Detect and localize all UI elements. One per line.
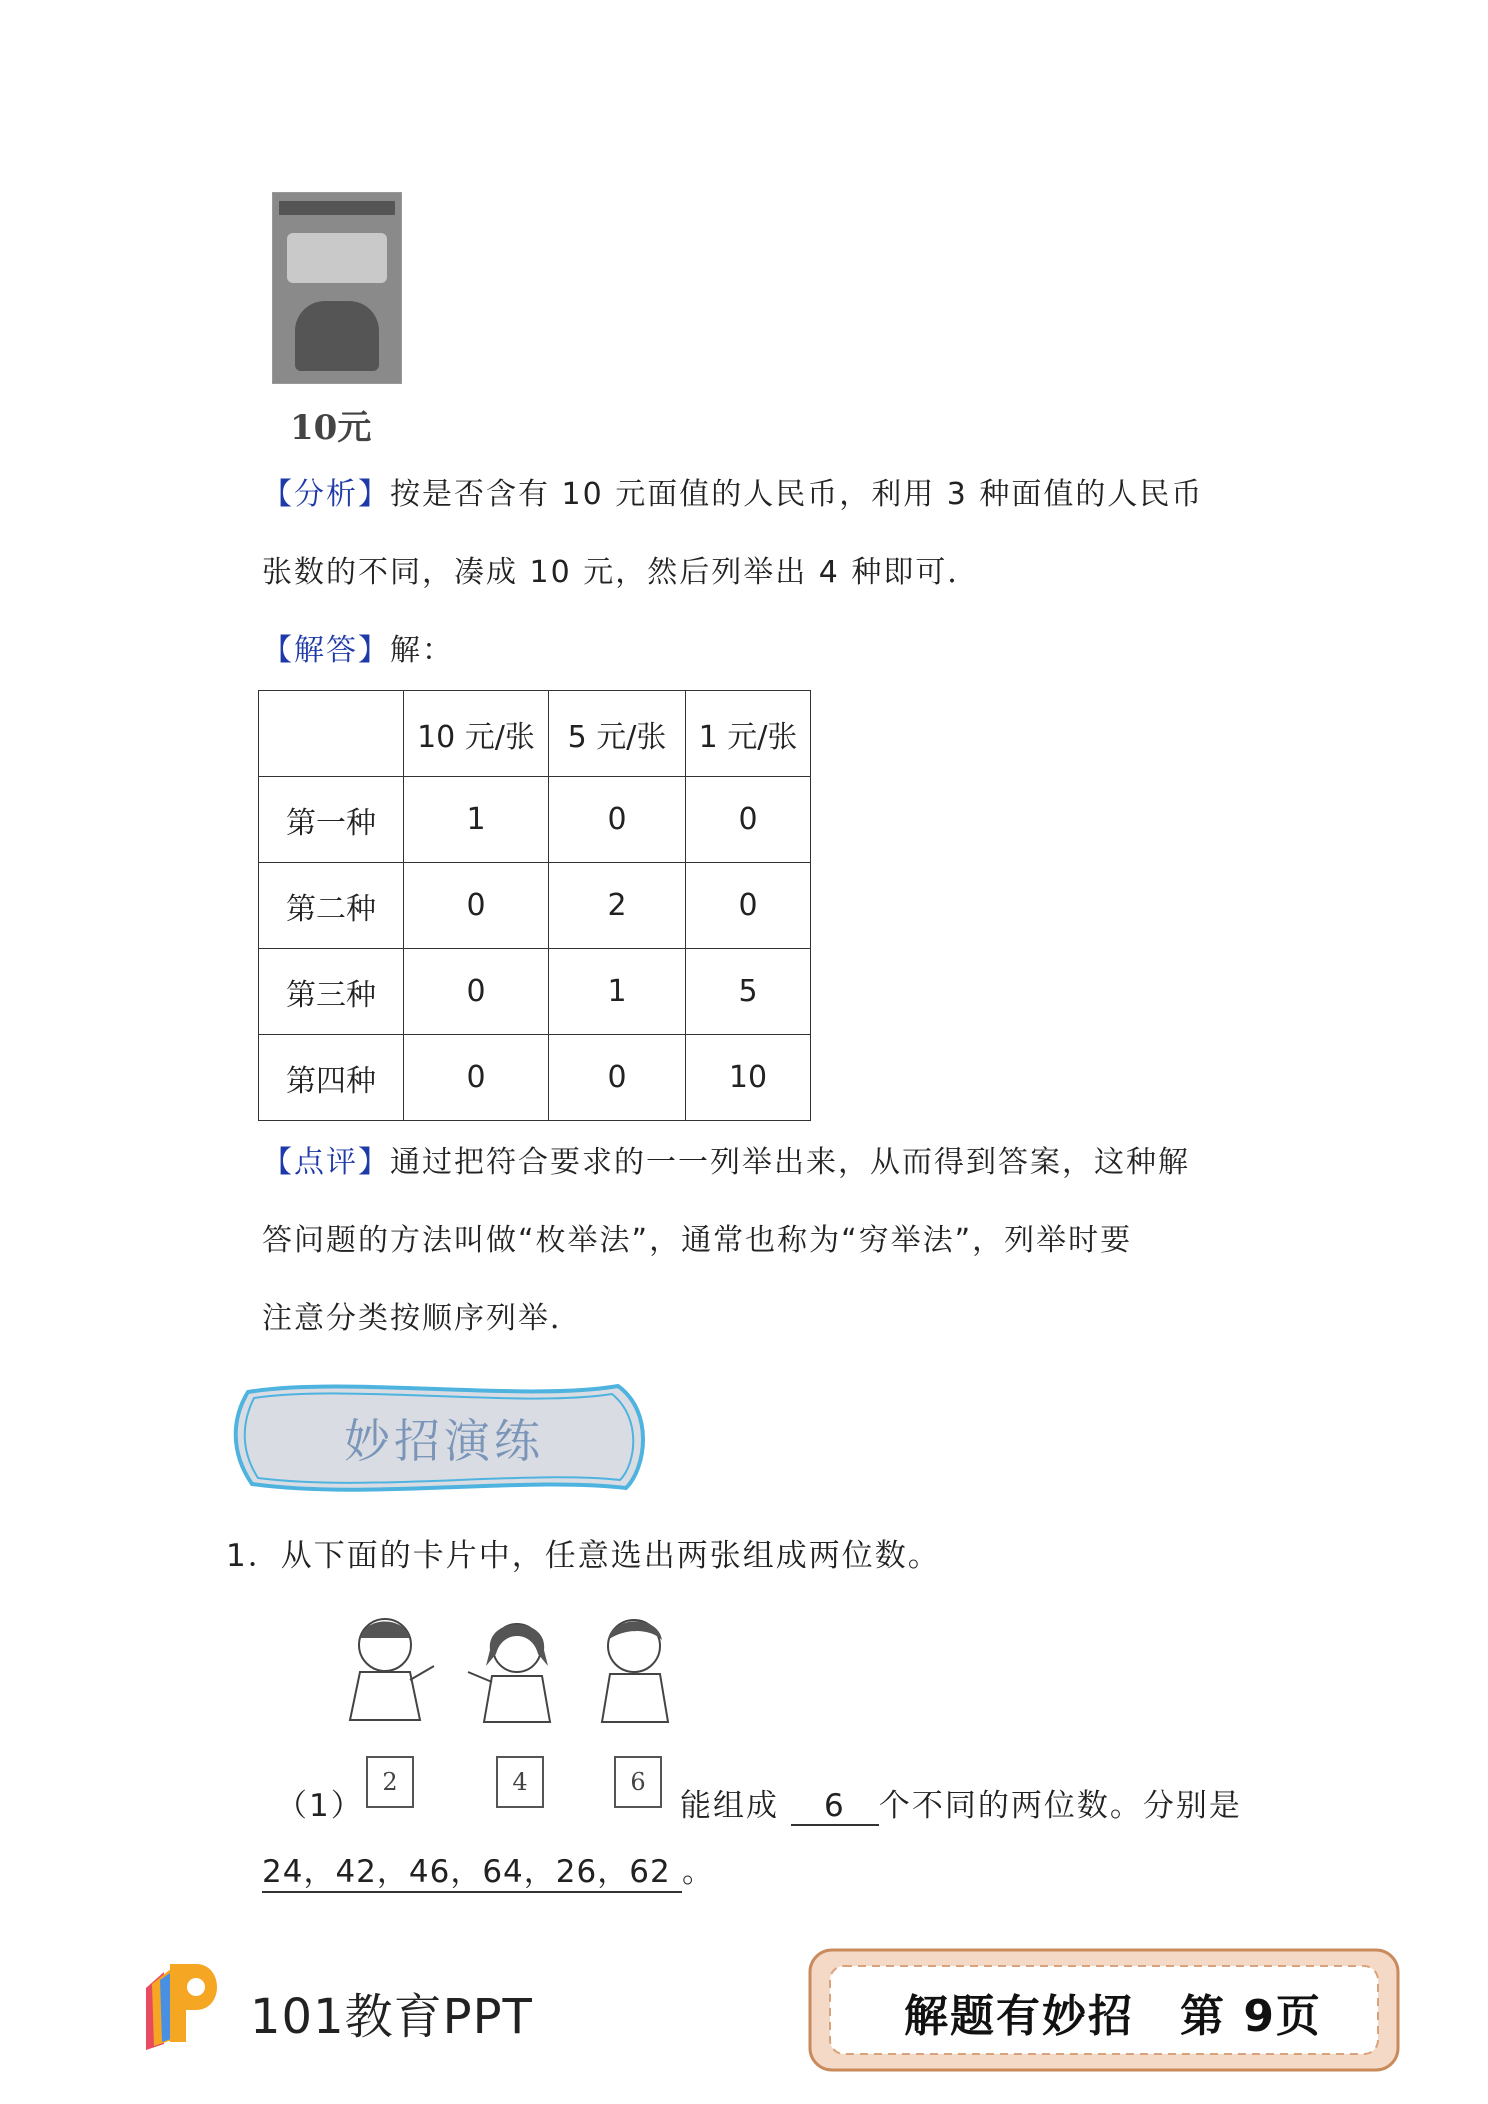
table-cell: 0	[686, 863, 811, 949]
comment-line-1: 通过把符合要求的一一列举出来，从而得到答案，这种解	[390, 1145, 1190, 1180]
table-cell: 0	[549, 1035, 686, 1121]
answer-table	[258, 690, 811, 1121]
table-row	[259, 949, 811, 1035]
table-header-cell: 1 元/张	[686, 691, 811, 777]
number-card: 6	[614, 1756, 662, 1808]
logo-text: 101教育PPT	[250, 1989, 533, 2045]
answer-end-mark: 。	[682, 1854, 714, 1890]
table-row	[259, 1035, 811, 1121]
girl-figure-illustration	[462, 1610, 572, 1740]
table-header-cell	[259, 691, 404, 777]
table-cell: 第一种	[259, 777, 404, 863]
number-card: 4	[496, 1756, 544, 1808]
table-row	[259, 863, 811, 949]
answer-list-blank: 24，42，46，64，26，62	[262, 1846, 682, 1893]
table-cell: 0	[404, 949, 549, 1035]
number-card: 2	[366, 1756, 414, 1808]
answer-text: 解：	[390, 633, 454, 668]
question-1-text: 1．从下面的卡片中，任意选出两张组成两位数。	[226, 1538, 941, 1574]
analysis-paragraph	[262, 456, 1272, 612]
table-cell: 0	[686, 777, 811, 863]
table-header-cell: 10 元/张	[404, 691, 549, 777]
table-cell: 第四种	[259, 1035, 404, 1121]
section-banner-title: 妙招演练	[344, 1414, 544, 1468]
boy-figure-illustration	[584, 1610, 694, 1740]
book-price-label: 10元	[290, 408, 372, 448]
table-cell: 1	[549, 949, 686, 1035]
101-ppt-logo-icon	[136, 1958, 232, 2058]
sub-question-label: （1）	[276, 1788, 364, 1824]
comment-paragraph	[262, 1124, 1272, 1358]
book-cover-image	[272, 192, 402, 384]
answer-heading	[262, 612, 1272, 690]
table-header-cell: 5 元/张	[549, 691, 686, 777]
table-header-row	[259, 691, 811, 777]
answer-tag: 【解答】	[262, 633, 390, 668]
table-cell: 1	[404, 777, 549, 863]
table-row	[259, 777, 811, 863]
answer-list-line	[262, 1846, 714, 1893]
comment-line-3: 注意分类按顺序列举．	[262, 1301, 582, 1336]
comment-tag: 【点评】	[262, 1145, 390, 1180]
sub-question-text-a: 能组成	[680, 1788, 779, 1824]
analysis-line-1: 按是否含有 10 元面值的人民币，利用 3 种面值的人民币	[390, 477, 1204, 512]
analysis-tag: 【分析】	[262, 477, 390, 512]
table-cell: 2	[549, 863, 686, 949]
table-cell: 0	[549, 777, 686, 863]
boy-figure-illustration	[330, 1610, 440, 1740]
sub-question-text-b: 个不同的两位数。分别是	[878, 1788, 1242, 1824]
table-cell: 第二种	[259, 863, 404, 949]
analysis-line-2: 张数的不同，凑成 10 元，然后列举出 4 种即可．	[262, 555, 980, 590]
table-cell: 0	[404, 863, 549, 949]
answer-count-blank: 6	[791, 1788, 879, 1826]
footer-page-label: 解题有妙招 第 9页	[904, 1991, 1322, 2042]
table-cell: 第三种	[259, 949, 404, 1035]
sub-question-line	[680, 1780, 1242, 1826]
table-cell: 0	[404, 1035, 549, 1121]
table-cell: 5	[686, 949, 811, 1035]
table-cell: 10	[686, 1035, 811, 1121]
comment-line-2: 答问题的方法叫做“枚举法”，通常也称为“穷举法”，列举时要	[262, 1223, 1133, 1258]
